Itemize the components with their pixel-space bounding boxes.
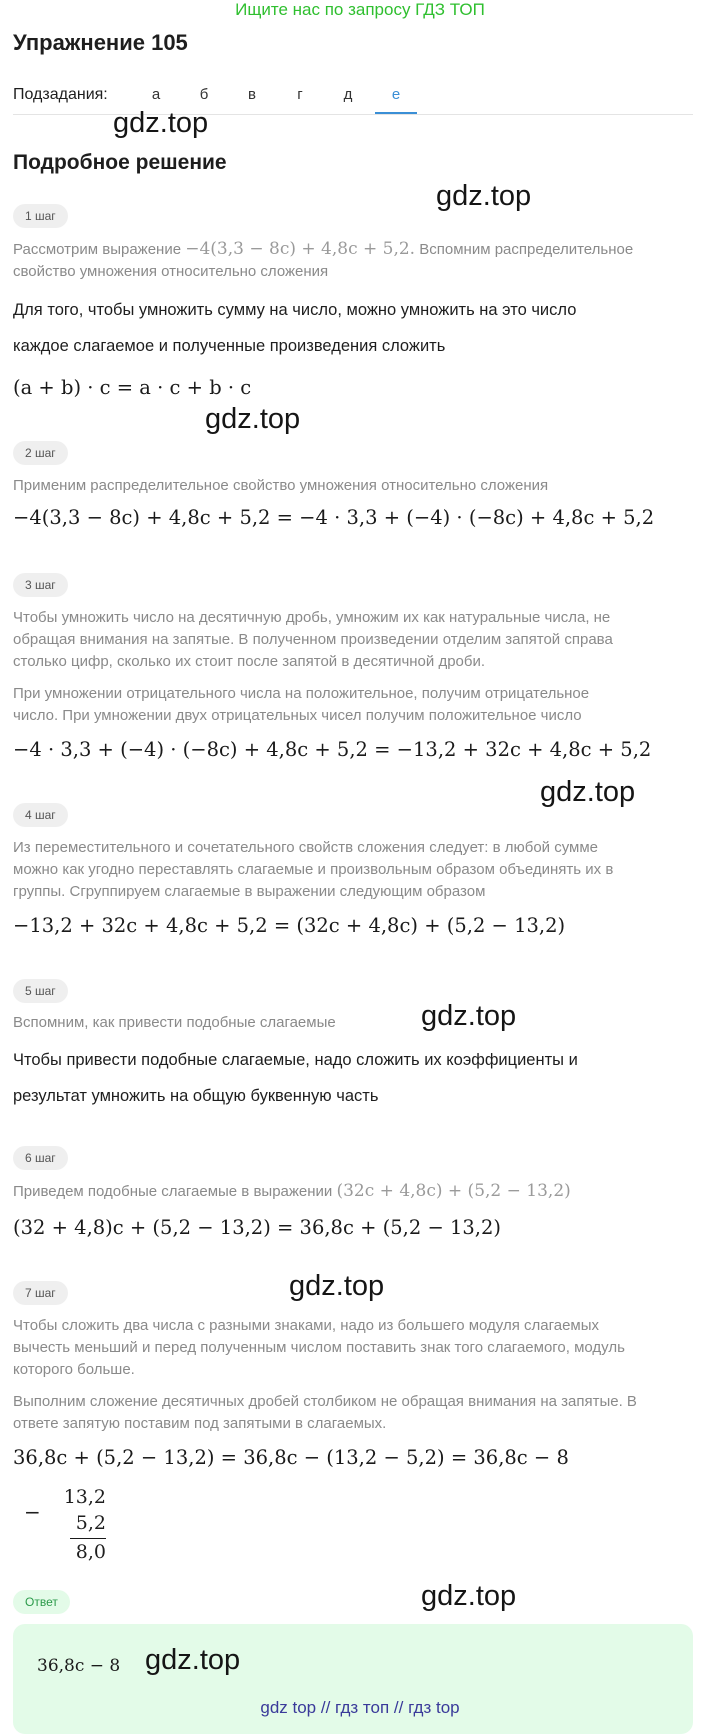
column-minuend: 13,2 (63, 1486, 106, 1508)
text-line: которого больше. (13, 1361, 135, 1378)
step-3-text-2 (13, 683, 703, 727)
step-1-expr: −4(3,3 − 8c) + 4,8c + 5,2. (185, 239, 416, 259)
step-3-formula: −4 · 3,3 + (−4) · (−8c) + 4,8c + 5,2 = −13,2 + 32c + 4,8c + 5,2 (13, 738, 652, 761)
step-4-text (13, 837, 703, 903)
step-badge: 6 шаг (13, 1146, 68, 1170)
step-badge: 4 шаг (13, 803, 68, 827)
watermark: gdz.top (145, 1644, 241, 1676)
watermark: gdz.top (205, 403, 301, 435)
step-badge: 3 шаг (13, 573, 68, 597)
text-line: Из переместительного и сочетательного свойств сложения следует: в любой сумме (13, 839, 599, 856)
tab-b[interactable]: б (199, 86, 209, 103)
footer-separator: // (320, 1698, 331, 1717)
step-7-text-2 (13, 1391, 703, 1435)
step-badge: 1 шаг (13, 204, 68, 228)
page-title: Упражнение 105 (13, 30, 188, 55)
column-divider (70, 1538, 106, 1539)
text-line: При умножении отрицательного числа на положительное, получим отрицательное (13, 685, 590, 702)
step-badge: 2 шаг (13, 441, 68, 465)
rule-line-2: каждое слагаемое и полученные произведения сложить (13, 337, 446, 355)
tab-g[interactable]: г (297, 86, 303, 103)
tab-v[interactable]: в (248, 86, 256, 103)
step-1-text-c: свойство умножения относительно сложения (13, 263, 329, 280)
step-1-text-a: Рассмотрим выражение (13, 241, 182, 258)
watermark: gdz.top (421, 1000, 517, 1032)
step-1-formula: (a + b) · c = a · c + b · c (13, 376, 252, 399)
top-banner-link[interactable]: Ищите нас по запросу ГДЗ ТОП (235, 0, 485, 19)
watermark: gdz.top (289, 1270, 385, 1302)
watermark: gdz.top (421, 1580, 517, 1612)
step-2-formula: −4(3,3 − 8c) + 4,8c + 5,2 = −4 · 3,3 + (−4) · (−8c) + 4,8c + 5,2 (13, 506, 655, 529)
text-line: группы. Сгруппируем слагаемые в выражении следующим образом (13, 883, 486, 900)
text-line: обращая внимания на запятые. В полученном произведении отделим запятой справа (13, 631, 613, 648)
footer-links (0, 1698, 720, 1718)
text-line: ответе запятую поставим под запятыми в слагаемых. (13, 1415, 387, 1432)
text-line: Чтобы умножить число на десятичную дробь, умножим их как натуральные числа, не (13, 609, 611, 626)
solution-heading: Подробное решение (13, 151, 227, 174)
answer-badge: Ответ (13, 1590, 70, 1614)
column-result: 8,0 (75, 1541, 106, 1563)
footer-link-1[interactable]: gdz top (260, 1698, 317, 1717)
column-subtrahend: 5,2 (75, 1512, 106, 1534)
step-4-formula: −13,2 + 32c + 4,8c + 5,2 = (32c + 4,8c) + (5,2 − 13,2) (13, 914, 566, 937)
footer-link-2[interactable]: гдз топ (335, 1698, 390, 1717)
column-minus-sign: − (24, 1500, 41, 1524)
rule-line-1: Для того, чтобы умножить сумму на число, можно умножить на это число (13, 301, 577, 319)
watermark: gdz.top (436, 180, 532, 212)
watermark: gdz.top (113, 107, 209, 139)
rule-line-1: Чтобы привести подобные слагаемые, надо сложить их коэффициенты и (13, 1051, 578, 1069)
step-badge: 5 шаг (13, 979, 68, 1003)
footer-separator: // (393, 1698, 404, 1717)
text-line: число. При умножении двух отрицательных чисел получим положительное число (13, 707, 582, 724)
tab-a[interactable]: а (151, 86, 161, 103)
step-7-text-1 (13, 1315, 703, 1381)
step-6-formula: (32 + 4,8)c + (5,2 − 13,2) = 36,8c + (5,2 − 13,2) (13, 1216, 502, 1239)
watermark: gdz.top (540, 776, 636, 808)
subtasks-label: Подзадания: (13, 86, 108, 103)
rule-line-2: результат умножить на общую буквенную часть (13, 1087, 379, 1105)
answer-value: 36,8c − 8 (37, 1656, 121, 1676)
text-line: вычесть меньший и перед полученным числом поставить знак того слагаемого, модуль (13, 1339, 625, 1356)
step-1-text (13, 238, 703, 283)
text-line: можно как угодно переставлять слагаемые и произвольным образом объединять их в (13, 861, 614, 878)
tab-e[interactable]: е (375, 86, 417, 114)
like-terms-rule (13, 1042, 703, 1114)
step-6-expr: (32c + 4,8c) + (5,2 − 13,2) (336, 1181, 571, 1201)
step-3-text-1 (13, 607, 703, 673)
footer-link-3[interactable]: гдз top (408, 1698, 460, 1717)
step-1-text-b: Вспомним распределительное (419, 241, 634, 258)
text-line: столько цифр, сколько их стоит после запятой в десятичной дроби. (13, 653, 486, 670)
distributive-rule (13, 292, 703, 364)
step-badge: 7 шаг (13, 1281, 68, 1305)
text-line: Приведем подобные слагаемые в выражении (13, 1183, 333, 1200)
step-7-formula: 36,8c + (5,2 − 13,2) = 36,8c − (13,2 − 5,2) = 36,8c − 8 (13, 1446, 569, 1469)
tab-d[interactable]: д (343, 86, 353, 103)
step-5-text: Вспомним, как привести подобные слагаемые (13, 1014, 336, 1031)
step-6-text (13, 1180, 703, 1203)
text-line: Выполним сложение десятичных дробей столбиком не обращая внимания на запятые. В (13, 1393, 637, 1410)
text-line: Чтобы сложить два числа с разными знаками, надо из большего модуля слагаемых (13, 1317, 600, 1334)
step-2-text: Применим распределительное свойство умножения относительно сложения (13, 477, 549, 494)
